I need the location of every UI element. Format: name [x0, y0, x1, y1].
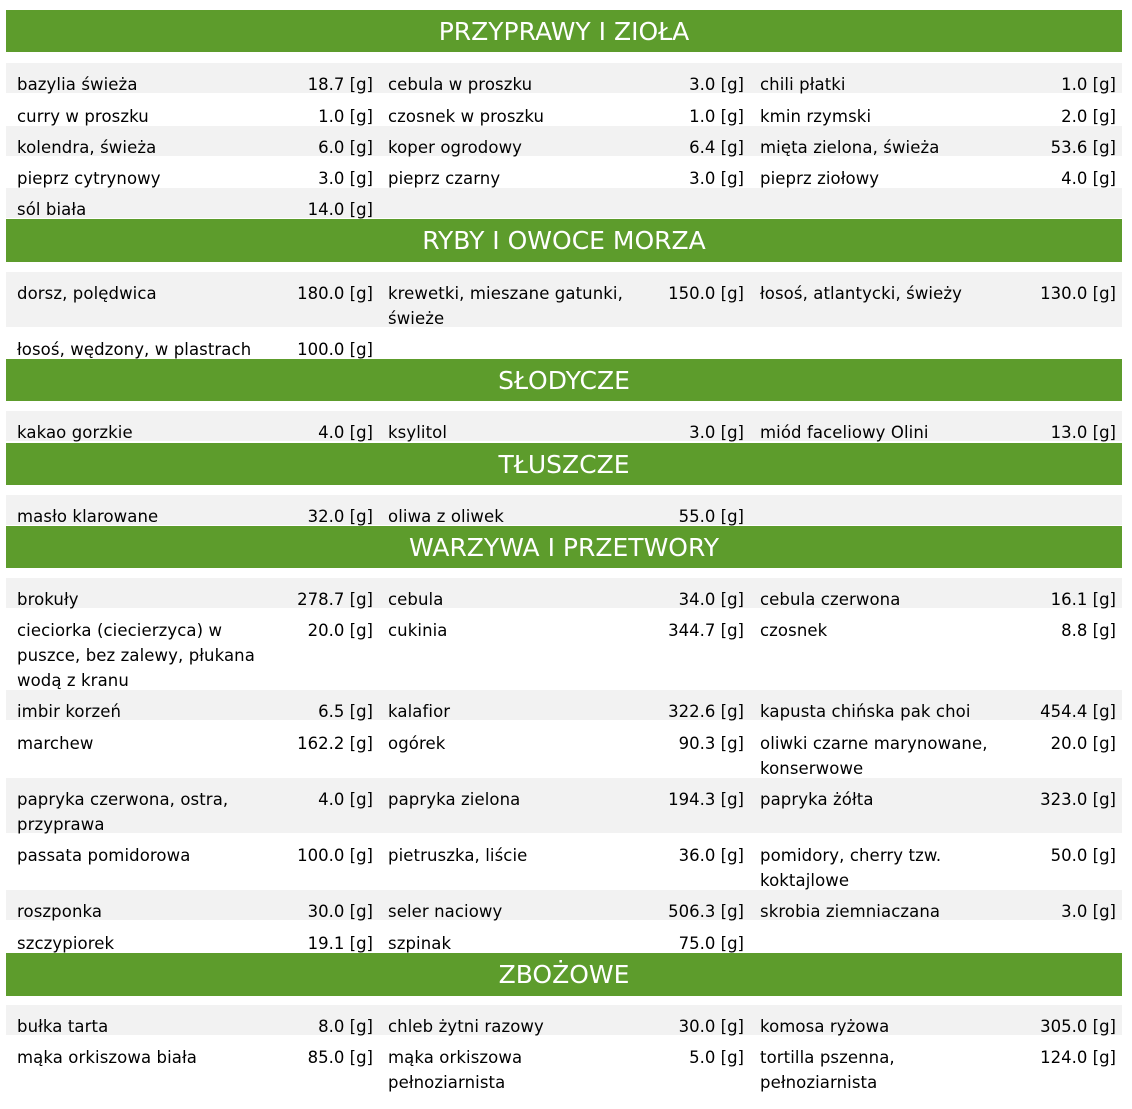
item-quantity: 85.0 [g] [307, 1048, 373, 1067]
table-row [6, 411, 1122, 441]
item-quantity: 4.0 [g] [318, 790, 373, 809]
item-quantity: 55.0 [g] [678, 507, 744, 526]
item-name: ksylitol [388, 423, 448, 442]
table-row [6, 63, 1122, 93]
table-row [6, 609, 1122, 689]
table-row [6, 95, 1122, 125]
table-row [6, 690, 1122, 720]
table-row [6, 1005, 1122, 1035]
item-quantity: 3.0 [g] [318, 169, 373, 188]
item-quantity: 16.1 [g] [1050, 590, 1116, 609]
item-quantity: 100.0 [g] [297, 846, 373, 865]
item-name: koper ogrodowy [388, 138, 523, 157]
item-name: czosnek [760, 621, 828, 640]
item-name: mięta zielona, świeża [760, 138, 940, 157]
item-quantity: 13.0 [g] [1050, 423, 1116, 442]
item-quantity: 5.0 [g] [689, 1048, 744, 1067]
item-name: marchew [17, 734, 94, 753]
item-quantity: 323.0 [g] [1040, 790, 1116, 809]
item-name: passata pomidorowa [17, 846, 191, 865]
item-name: pietruszka, liście [388, 846, 528, 865]
section-header: RYBY I OWOCE MORZA [6, 219, 1122, 262]
item-quantity: 4.0 [g] [318, 423, 373, 442]
item-name: miód faceliowy Olini [760, 423, 929, 442]
item-quantity: 34.0 [g] [678, 590, 744, 609]
item-quantity: 8.0 [g] [318, 1017, 373, 1036]
table-row [6, 272, 1122, 327]
item-name: łosoś, atlantycki, świeży [760, 284, 962, 303]
item-name: masło klarowane [17, 507, 159, 526]
item-quantity: 322.6 [g] [668, 702, 744, 721]
table-row [6, 188, 1122, 218]
item-quantity: 4.0 [g] [1061, 169, 1116, 188]
item-quantity: 50.0 [g] [1050, 846, 1116, 865]
table-row [6, 1036, 1122, 1091]
item-quantity: 75.0 [g] [678, 934, 744, 953]
item-name: chili płatki [760, 75, 846, 94]
item-quantity: 8.8 [g] [1061, 621, 1116, 640]
item-name: curry w proszku [17, 107, 149, 126]
item-quantity: 124.0 [g] [1040, 1048, 1116, 1067]
item-name: kalafior [388, 702, 451, 721]
item-name: łosoś, wędzony, w plastrach [17, 340, 252, 359]
item-name: roszponka [17, 902, 103, 921]
item-name: bułka tarta [17, 1017, 109, 1036]
item-quantity: 53.6 [g] [1050, 138, 1116, 157]
item-name: ogórek [388, 734, 446, 753]
item-quantity: 2.0 [g] [1061, 107, 1116, 126]
item-quantity: 20.0 [g] [1050, 734, 1116, 753]
item-quantity: 3.0 [g] [689, 423, 744, 442]
item-quantity: 150.0 [g] [668, 284, 744, 303]
item-quantity: 305.0 [g] [1040, 1017, 1116, 1036]
item-name: pomidory, cherry tzw. koktajlowe [760, 846, 942, 890]
item-name: oliwki czarne marynowane, konserwowe [760, 734, 988, 778]
item-name: mąka orkiszowa biała [17, 1048, 197, 1067]
table-row [6, 578, 1122, 608]
item-name: szczypiorek [17, 934, 115, 953]
item-quantity: 162.2 [g] [297, 734, 373, 753]
item-name: cebula w proszku [388, 75, 533, 94]
item-quantity: 3.0 [g] [1061, 902, 1116, 921]
item-name: cieciorka (ciecierzyca) w puszce, bez zalewy, płukana wodą z kranu [17, 621, 255, 690]
item-quantity: 3.0 [g] [689, 169, 744, 188]
item-name: bazylia świeża [17, 75, 138, 94]
item-name: cukinia [388, 621, 448, 640]
item-quantity: 6.5 [g] [318, 702, 373, 721]
item-name: imbir korzeń [17, 702, 122, 721]
item-name: kmin rzymski [760, 107, 872, 126]
item-name: tortilla pszenna, pełnoziarnista [760, 1048, 895, 1092]
item-name: skrobia ziemniaczana [760, 902, 941, 921]
item-quantity: 18.7 [g] [307, 75, 373, 94]
item-name: pieprz czarny [388, 169, 501, 188]
item-quantity: 14.0 [g] [307, 200, 373, 219]
table-row [6, 778, 1122, 833]
table-row [6, 157, 1122, 187]
item-quantity: 36.0 [g] [678, 846, 744, 865]
item-quantity: 6.4 [g] [689, 138, 744, 157]
item-name: kolendra, świeża [17, 138, 157, 157]
item-name: kapusta chińska pak choi [760, 702, 971, 721]
item-quantity: 194.3 [g] [668, 790, 744, 809]
item-quantity: 30.0 [g] [678, 1017, 744, 1036]
item-name: papryka zielona [388, 790, 521, 809]
item-quantity: 1.0 [g] [1061, 75, 1116, 94]
item-name: krewetki, mieszane gatunki, świeże [388, 284, 623, 328]
item-quantity: 30.0 [g] [307, 902, 373, 921]
item-name: dorsz, polędwica [17, 284, 157, 303]
item-name: komosa ryżowa [760, 1017, 890, 1036]
item-name: czosnek w proszku [388, 107, 545, 126]
item-quantity: 19.1 [g] [307, 934, 373, 953]
item-quantity: 454.4 [g] [1040, 702, 1116, 721]
item-quantity: 90.3 [g] [678, 734, 744, 753]
section-header: SŁODYCZE [6, 359, 1122, 401]
item-quantity: 506.3 [g] [668, 902, 744, 921]
item-quantity: 32.0 [g] [307, 507, 373, 526]
item-name: sól biała [17, 200, 87, 219]
table-row [6, 890, 1122, 920]
item-name: szpinak [388, 934, 452, 953]
item-name: seler naciowy [388, 902, 503, 921]
section-header: PRZYPRAWY I ZIOŁA [6, 10, 1122, 52]
item-name: pieprz cytrynowy [17, 169, 161, 188]
item-quantity: 100.0 [g] [297, 340, 373, 359]
item-name: cebula czerwona [760, 590, 901, 609]
item-name: oliwa z oliwek [388, 507, 504, 526]
item-name: brokuły [17, 590, 79, 609]
item-quantity: 20.0 [g] [307, 621, 373, 640]
item-name: mąka orkiszowa pełnoziarnista [388, 1048, 523, 1092]
item-name: papryka żółta [760, 790, 874, 809]
item-quantity: 6.0 [g] [318, 138, 373, 157]
item-quantity: 278.7 [g] [297, 590, 373, 609]
item-quantity: 130.0 [g] [1040, 284, 1116, 303]
item-name: pieprz ziołowy [760, 169, 880, 188]
table-row [6, 328, 1122, 358]
section-header: TŁUSZCZE [6, 443, 1122, 485]
table-row [6, 126, 1122, 156]
item-quantity: 344.7 [g] [668, 621, 744, 640]
item-name: papryka czerwona, ostra, przyprawa [17, 790, 229, 834]
item-quantity: 3.0 [g] [689, 75, 744, 94]
table-row [6, 722, 1122, 777]
item-quantity: 1.0 [g] [689, 107, 744, 126]
table-row [6, 495, 1122, 525]
item-quantity: 1.0 [g] [318, 107, 373, 126]
section-header: WARZYWA I PRZETWORY [6, 526, 1122, 568]
item-name: cebula [388, 590, 444, 609]
table-row [6, 834, 1122, 889]
table-row [6, 922, 1122, 952]
item-name: kakao gorzkie [17, 423, 133, 442]
item-quantity: 180.0 [g] [297, 284, 373, 303]
item-name: chleb żytni razowy [388, 1017, 544, 1036]
section-header: ZBOŻOWE [6, 953, 1122, 996]
